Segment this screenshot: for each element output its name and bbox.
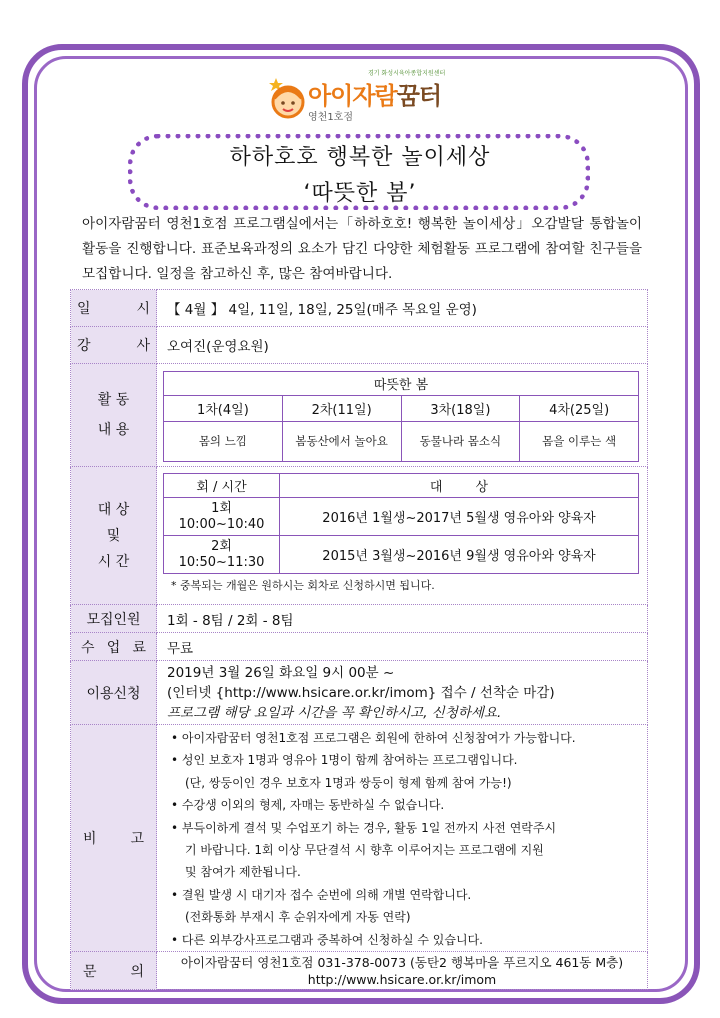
value-recruit: 1회 - 8팀 / 2회 - 8팀 xyxy=(157,605,648,633)
session-round: 1차(4일) xyxy=(164,395,283,421)
row-teacher xyxy=(71,327,648,364)
target-col-who: 대 상 xyxy=(280,474,639,498)
session-content: 몸을 이루는 색 xyxy=(520,421,639,461)
logo-text: 아이자람꿈터 xyxy=(308,82,442,110)
program-subtitle: ‘따뜻한 봄’ xyxy=(303,181,417,206)
label-remarks: 비 고 xyxy=(71,725,157,952)
logo-branch: 영천1호점 xyxy=(308,112,354,123)
row-target xyxy=(71,467,648,605)
row-activity xyxy=(71,364,648,467)
label-date: 일 시 xyxy=(71,290,157,327)
value-remarks: • 아이자람꿈터 영천1호점 프로그램은 회원에 한하여 신청참여가 가능합니다. • 성인 보호자 1명과 영유아 1명이 함께 참여하는 프로그램입니다. (단, 쌍둥이인 경우 보호자 1명과 쌍둥이 형제 함께 참여 가능!) • 수강생 이외의 형제, 자매는 동반하실 수 없습니다. • 부득이하게 결석 및 수업포기 하는 경우, 활동 1일 전까지 사전 연락주시 기 바랍니다. 1회 이상 무단결석 시 향후 이루어지는 프로그램에 지원 및 참여가 제한됩니다. • 결원 발생 시 대기자 접수 순번에 의해 개별 연락합니다. (전화통화 부재시 후 순위자에게 자동 연락) • 다른 외부강사프로그램과 중복하여 신청하실 수 있습니다. xyxy=(157,725,648,952)
intro-paragraph: 아이자람꿈터 영천1호점 프로그램실에서는「하하호호! 행복한 놀이세상」오감발달 통합놀이 활동을 진행합니다. 표준보육과정의 요소가 담긴 다양한 체험활동 프로그램에 참여할 친구들을 모집합니다. 일정을 참고하신 후, 많은 참여바랍니다. xyxy=(82,216,642,282)
info-table xyxy=(70,289,648,990)
value-teacher: 오여진(운영요원) xyxy=(157,327,648,364)
label-recruit: 모집인원 xyxy=(71,605,157,633)
label-fee: 수 업 료 xyxy=(71,633,157,661)
row-fee xyxy=(71,633,648,661)
row-contact xyxy=(71,952,648,990)
label-activity: 활 동 내 용 xyxy=(71,364,157,467)
label-target: 대 상 및 시 간 xyxy=(71,467,157,605)
value-date: 【 4월 】 4일, 11일, 18일, 25일(매주 목요일 운영) xyxy=(157,290,648,327)
session-round: 4차(25일) xyxy=(520,395,639,421)
value-fee: 무료 xyxy=(157,633,648,661)
session-round: 2차(11일) xyxy=(282,395,401,421)
logo xyxy=(262,66,462,126)
target-table xyxy=(163,473,639,574)
value-apply: 2019년 3월 26일 화요일 9시 00분 ~ (인터넷 {http://www.hsicare.or.kr/imom} 접수 / 선착순 마감) 프로그램 해당 요일과 시간을 꼭 확인하시고, 신청하세요. xyxy=(157,661,648,725)
logo-org: 경기 화성시육아종합지원센터 xyxy=(368,70,446,77)
target-note: * 중복되는 개월은 원하시는 회차로 신청하시면 됩니다. xyxy=(171,579,435,592)
target-who-2: 2015년 3월생~2016년 9월생 영유아와 양육자 xyxy=(280,536,639,574)
target-round-2: 2회 10:50~11:30 xyxy=(164,536,280,574)
session-round: 3차(18일) xyxy=(401,395,520,421)
child-face-icon xyxy=(268,76,308,120)
program-title: 하하호호 행복한 놀이세상 xyxy=(229,145,491,170)
row-date xyxy=(71,290,648,327)
activity-table xyxy=(163,371,639,462)
target-cell xyxy=(157,467,648,605)
session-content: 봄동산에서 놀아요 xyxy=(282,421,401,461)
label-contact: 문 의 xyxy=(71,952,157,990)
value-contact: 아이자람꿈터 영천1호점 031-378-0073 (동탄2 행복마을 푸르지오 461동 M층) http://www.hsicare.or.kr/imom xyxy=(157,952,648,990)
session-content: 몸의 느낌 xyxy=(164,421,283,461)
row-remarks xyxy=(71,725,648,952)
target-col-time: 회 / 시간 xyxy=(164,474,280,498)
label-apply: 이용신청 xyxy=(71,661,157,725)
row-apply xyxy=(71,661,648,725)
target-who-1: 2016년 1월생~2017년 5월생 영유아와 양육자 xyxy=(280,498,639,536)
row-recruit xyxy=(71,605,648,633)
session-content: 동물나라 몸소식 xyxy=(401,421,520,461)
activity-header: 따뜻한 봄 xyxy=(164,371,639,395)
activity-cell xyxy=(157,364,648,467)
target-round-1: 1회 10:00~10:40 xyxy=(164,498,280,536)
label-teacher: 강 사 xyxy=(71,327,157,364)
